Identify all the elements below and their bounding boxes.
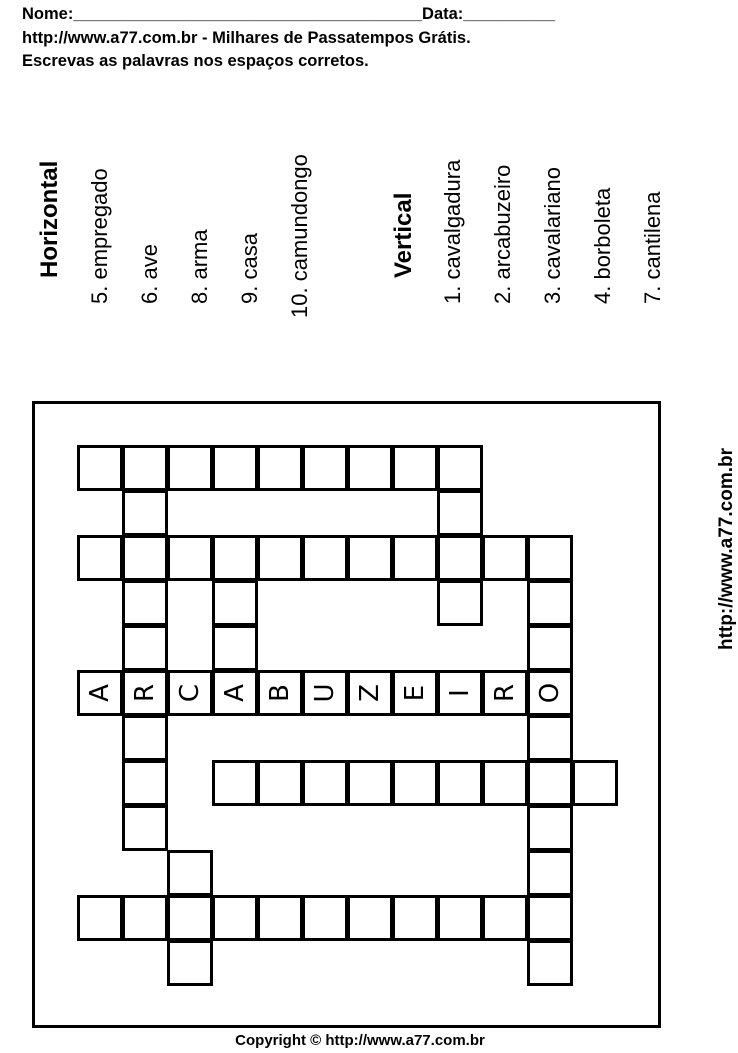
- grid-cell[interactable]: [122, 715, 168, 761]
- grid-cell[interactable]: [302, 760, 348, 806]
- grid-cell[interactable]: [527, 850, 573, 896]
- grid-cell[interactable]: [167, 670, 213, 716]
- grid-cell[interactable]: [257, 535, 303, 581]
- grid-letter: E: [400, 684, 430, 702]
- grid-cell[interactable]: [212, 580, 258, 626]
- horizontal-clue: 6. ave: [137, 244, 162, 304]
- grid-letter: R: [130, 683, 160, 703]
- vertical-clue: 4. borboleta: [590, 187, 615, 304]
- grid-cell[interactable]: [257, 760, 303, 806]
- copyright-footer: Copyright © http://www.a77.com.br: [235, 1032, 485, 1049]
- grid-letter: C: [175, 683, 205, 703]
- grid-cell[interactable]: [527, 760, 573, 806]
- grid-cell[interactable]: [347, 760, 393, 806]
- grid-cell[interactable]: [392, 895, 438, 941]
- grid-cell[interactable]: [527, 535, 573, 581]
- grid-letter: A: [220, 684, 250, 702]
- grid-cell[interactable]: [302, 670, 348, 716]
- grid-cell[interactable]: [347, 670, 393, 716]
- grid-cell[interactable]: [212, 535, 258, 581]
- name-date-line: Nome:______________________________________Data:__________: [22, 5, 556, 23]
- grid-letter: O: [535, 682, 565, 704]
- grid-cell[interactable]: [257, 895, 303, 941]
- grid-cell[interactable]: [122, 670, 168, 716]
- vertical-clue: 2. arcabuzeiro: [490, 164, 515, 304]
- site-tagline: http://www.a77.com.br - Milhares de Passatempos Grátis.: [22, 29, 471, 47]
- grid-cell[interactable]: [212, 895, 258, 941]
- grid-cell[interactable]: [482, 670, 528, 716]
- grid-cell[interactable]: [437, 760, 483, 806]
- grid-cell[interactable]: [122, 445, 168, 491]
- grid-letter: Z: [355, 684, 385, 702]
- vertical-clue: 3. cavalariano: [540, 167, 565, 304]
- grid-cell[interactable]: [122, 625, 168, 671]
- grid-cell[interactable]: [527, 625, 573, 671]
- grid-cell[interactable]: [167, 940, 213, 986]
- grid-cell[interactable]: [482, 535, 528, 581]
- grid-cell[interactable]: [212, 670, 258, 716]
- grid-letter: U: [310, 683, 340, 703]
- grid-cell[interactable]: [392, 535, 438, 581]
- grid-cell[interactable]: [437, 445, 483, 491]
- instructions: Escrevas as palavras nos espaços corretos.: [22, 52, 369, 70]
- grid-letter: I: [445, 689, 475, 697]
- grid-cell[interactable]: [527, 805, 573, 851]
- grid-cell[interactable]: [122, 490, 168, 536]
- grid-cell[interactable]: [167, 535, 213, 581]
- grid-cell[interactable]: [392, 760, 438, 806]
- grid-cell[interactable]: [257, 445, 303, 491]
- grid-cell[interactable]: [257, 670, 303, 716]
- grid-cell[interactable]: [527, 895, 573, 941]
- grid-cell[interactable]: [527, 670, 573, 716]
- grid-cell[interactable]: [437, 490, 483, 536]
- grid-cell[interactable]: [122, 580, 168, 626]
- vertical-heading: Vertical: [390, 192, 417, 278]
- horizontal-heading: Horizontal: [36, 160, 63, 278]
- grid-cell[interactable]: [347, 445, 393, 491]
- grid-letter: B: [265, 684, 295, 702]
- vertical-clue: 7. cantilena: [640, 191, 665, 304]
- grid-letter: R: [490, 683, 520, 703]
- grid-cell[interactable]: [437, 670, 483, 716]
- grid-cell[interactable]: [122, 895, 168, 941]
- grid-cell[interactable]: [77, 535, 123, 581]
- horizontal-clue: 8. arma: [187, 229, 212, 304]
- grid-cell[interactable]: [167, 445, 213, 491]
- grid-letter: A: [85, 684, 115, 702]
- grid-cell[interactable]: [122, 805, 168, 851]
- grid-cell[interactable]: [167, 850, 213, 896]
- grid-cell[interactable]: [302, 535, 348, 581]
- grid-cell[interactable]: [212, 625, 258, 671]
- grid-cell[interactable]: [527, 715, 573, 761]
- grid-cell[interactable]: [77, 445, 123, 491]
- grid-cell[interactable]: [482, 760, 528, 806]
- grid-cell[interactable]: [212, 760, 258, 806]
- grid-cell[interactable]: [482, 895, 528, 941]
- grid-cell[interactable]: [302, 895, 348, 941]
- grid-cell[interactable]: [347, 895, 393, 941]
- grid-cell[interactable]: [437, 895, 483, 941]
- grid-cell[interactable]: [302, 445, 348, 491]
- grid-cell[interactable]: [77, 670, 123, 716]
- grid-cell[interactable]: [527, 940, 573, 986]
- grid-cell[interactable]: [77, 895, 123, 941]
- side-url: http://www.a77.com.br: [716, 448, 737, 650]
- grid-cell[interactable]: [347, 535, 393, 581]
- grid-cell[interactable]: [392, 670, 438, 716]
- grid-cell[interactable]: [437, 580, 483, 626]
- grid-cell[interactable]: [572, 760, 618, 806]
- grid-cell[interactable]: [167, 895, 213, 941]
- grid-cell[interactable]: [527, 580, 573, 626]
- vertical-clue: 1. cavalgadura: [440, 159, 465, 304]
- horizontal-clue: 10. camundongo: [287, 154, 312, 318]
- horizontal-clue: 9. casa: [237, 233, 262, 304]
- grid-cell[interactable]: [392, 445, 438, 491]
- grid-cell[interactable]: [212, 445, 258, 491]
- grid-cell[interactable]: [437, 535, 483, 581]
- horizontal-clue: 5. empregado: [87, 168, 112, 304]
- grid-cell[interactable]: [122, 535, 168, 581]
- grid-cell[interactable]: [122, 760, 168, 806]
